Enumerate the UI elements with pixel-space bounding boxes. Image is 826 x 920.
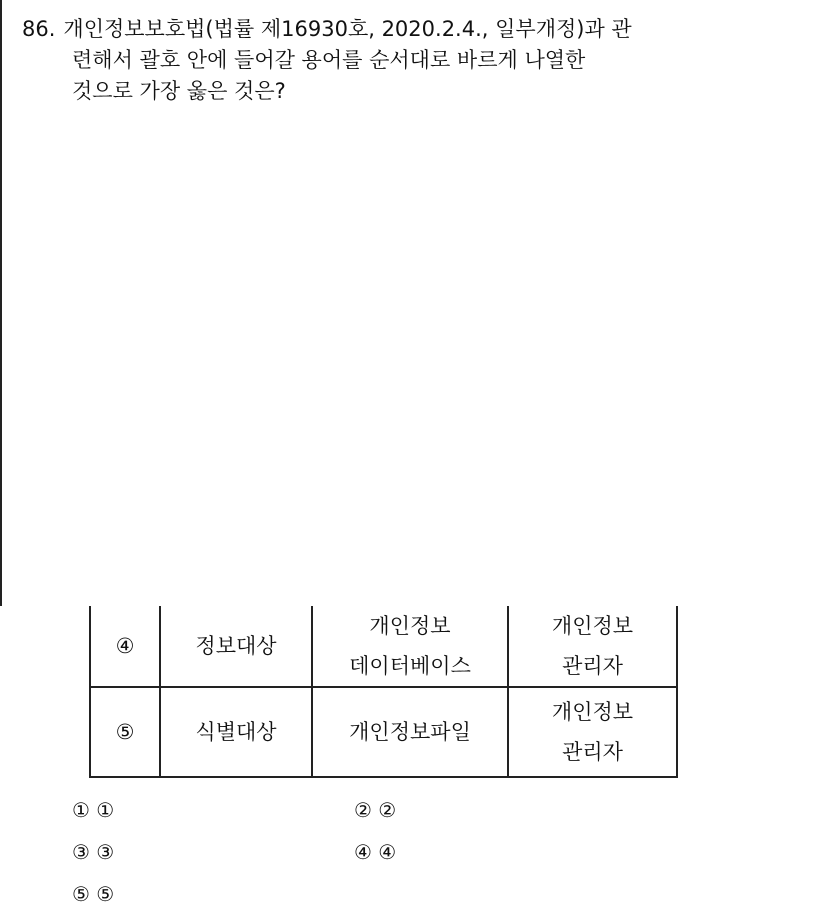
option-marker: ② bbox=[354, 798, 372, 822]
option-marker: ④ bbox=[354, 840, 372, 864]
answer-table bbox=[89, 606, 678, 778]
term-c-line-2: 관리자 bbox=[562, 740, 623, 764]
option-2[interactable] bbox=[354, 794, 396, 826]
term-b-line-1: 개인정보파일 bbox=[349, 720, 471, 744]
term-c-cell bbox=[508, 687, 677, 777]
question-block bbox=[22, 14, 802, 107]
term-b-cell bbox=[312, 687, 508, 777]
term-b-line-2: 데이터베이스 bbox=[349, 654, 471, 678]
option-1[interactable] bbox=[72, 794, 114, 826]
question-line-1 bbox=[22, 14, 802, 45]
option-3[interactable] bbox=[72, 836, 114, 868]
option-4[interactable] bbox=[354, 836, 396, 868]
option-marker: ③ bbox=[72, 840, 90, 864]
question-number: 86. bbox=[22, 17, 56, 41]
table-row-4 bbox=[90, 606, 677, 687]
term-c-line-1: 개인정보 bbox=[551, 614, 634, 638]
question-text-line-2: 련해서 괄호 안에 들어갈 용어를 순서대로 바르게 나열한 bbox=[72, 48, 586, 72]
option-marker: ⑤ bbox=[72, 882, 90, 906]
option-5[interactable] bbox=[72, 878, 114, 910]
option-value: ④ bbox=[378, 840, 397, 864]
answer-table-wrap bbox=[89, 606, 676, 778]
options-row-1 bbox=[72, 794, 672, 836]
term-c-line-2: 관리자 bbox=[562, 654, 623, 678]
term-c-line-1: 개인정보 bbox=[551, 700, 634, 724]
answer-options bbox=[72, 794, 672, 920]
options-row-3 bbox=[72, 878, 672, 920]
term-b-cell bbox=[312, 606, 508, 687]
term-a-cell: 식별대상 bbox=[160, 687, 312, 777]
option-value: ① bbox=[96, 798, 115, 822]
term-b-line-1: 개인정보 bbox=[369, 614, 451, 638]
row-number-cell: ④ bbox=[90, 606, 160, 687]
options-row-2 bbox=[72, 836, 672, 878]
table-row-5 bbox=[90, 687, 677, 777]
option-value: ③ bbox=[96, 840, 115, 864]
page-left-rule bbox=[0, 0, 2, 606]
term-a-cell: 정보대상 bbox=[160, 606, 312, 687]
option-marker: ① bbox=[72, 798, 90, 822]
option-value: ② bbox=[378, 798, 397, 822]
term-c-cell bbox=[508, 606, 677, 687]
question-text-line-1: 개인정보보호법(법률 제16930호, 2020.2.4., 일부개정)과 관 bbox=[63, 17, 632, 41]
row-number-cell: ⑤ bbox=[90, 687, 160, 777]
question-text-line-3: 것으로 가장 옳은 것은? bbox=[72, 79, 286, 103]
option-value: ⑤ bbox=[96, 882, 115, 906]
